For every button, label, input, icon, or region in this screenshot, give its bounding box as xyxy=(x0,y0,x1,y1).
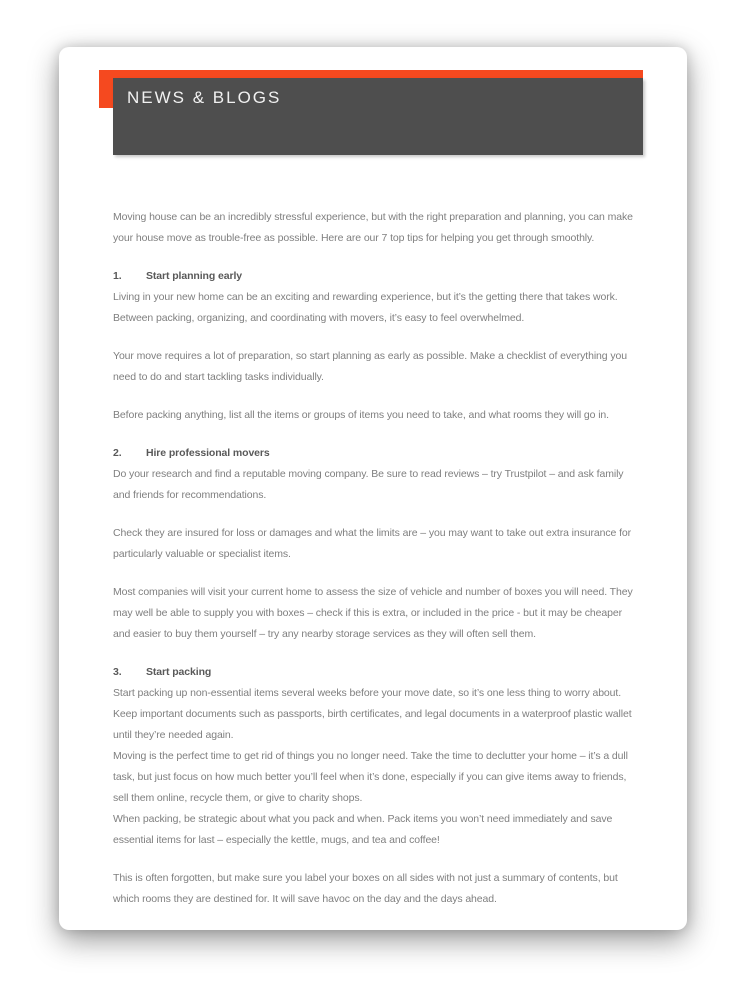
paragraph: Living in your new home can be an exciting and rewarding experience, but it’s the getting there that takes work. Between packing, organizing, and coordinating with movers, it’s easy to feel overwhelmed. xyxy=(113,291,618,324)
section-heading-1 xyxy=(113,266,637,287)
paragraph: Start packing up non-essential items several weeks before your move date, so it’s one less thing to worry about. Keep important documents such as passports, birth certificates, and legal documents in a waterproof plastic wallet until they’re needed again. xyxy=(113,687,632,741)
section-title: Start packing xyxy=(146,666,212,678)
paragraph: Moving is the perfect time to get rid of things you no longer need. Take the time to declutter your home – it’s a dull task, but just focus on how much better you’ll feel when it’s done, especially if you can give items away to friends, sell them online, recycle them, or give to charity shops. xyxy=(113,750,628,804)
section-number: 3. xyxy=(113,666,122,678)
paragraph: Your move requires a lot of preparation, so start planning as early as possible. Make a checklist of everything you need to do and start tackling tasks individually. xyxy=(113,350,627,383)
intro-paragraph: Moving house can be an incredibly stressful experience, but with the right preparation and planning, you can make your house move as trouble-free as possible. Here are our 7 top tips for helping you get through smoothly. xyxy=(113,211,633,244)
section-title: Start planning early xyxy=(146,270,243,282)
paragraph: Before packing anything, list all the items or groups of items you need to take, and what rooms they will go in. xyxy=(113,409,609,421)
paragraph: Check they are insured for loss or damages and what the limits are – you may want to take out extra insurance for particularly valuable or specialist items. xyxy=(113,527,632,560)
article-content xyxy=(113,207,637,910)
section-heading-3 xyxy=(113,662,637,683)
paragraph: When packing, be strategic about what you pack and when. Pack items you won’t need immediately and save essential items for last – especially the kettle, mugs, and tea and coffee! xyxy=(113,813,613,846)
closing-paragraph: This is often forgotten, but make sure you label your boxes on all sides with not just a summary of contents, but which rooms they are destined for. It will save havoc on the day and the days ahead. xyxy=(113,872,618,905)
page-title: NEWS & BLOGS xyxy=(127,88,282,107)
section-number: 2. xyxy=(113,447,122,459)
document-page xyxy=(59,47,687,930)
paragraph: Most companies will visit your current home to assess the size of vehicle and number of boxes you will need. They may well be able to supply you with boxes – check if this is extra, or included in the price - but it may be cheaper and easier to buy them yourself – try any nearby storage services as they will often sell them. xyxy=(113,586,633,640)
paragraph: Do your research and find a reputable moving company. Be sure to read reviews – try Trustpilot – and ask family and friends for recommendations. xyxy=(113,468,624,501)
section-heading-2 xyxy=(113,443,637,464)
section-number: 1. xyxy=(113,270,122,282)
section-title: Hire professional movers xyxy=(146,447,270,459)
news-blogs-banner xyxy=(113,78,643,155)
section-3-paragraph-group xyxy=(113,683,637,851)
